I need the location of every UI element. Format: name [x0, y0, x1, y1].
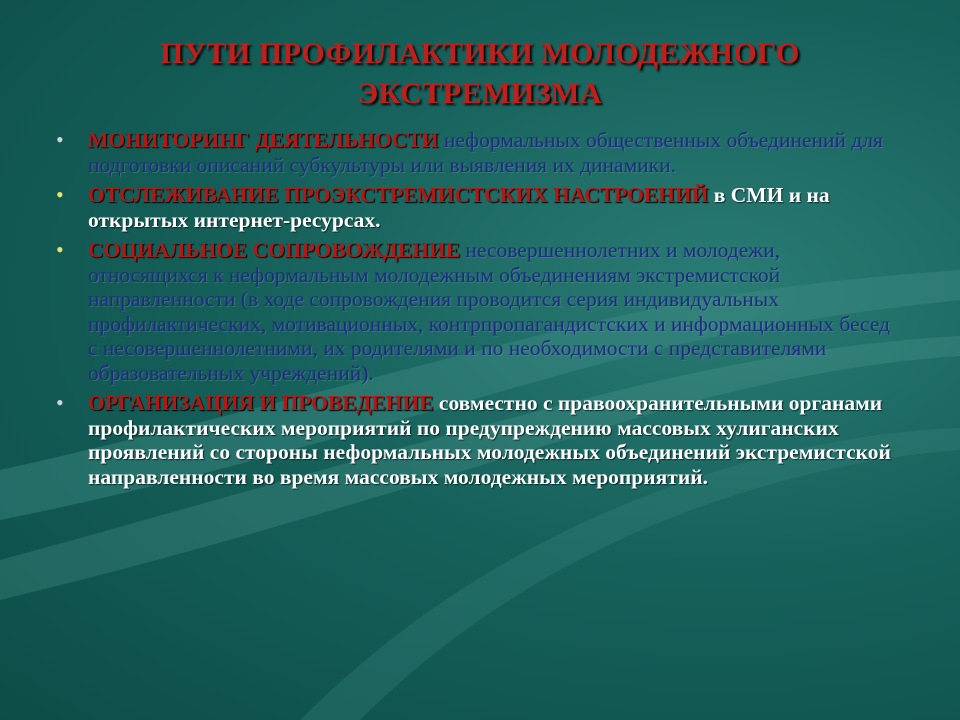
title-line-1: ПУТИ ПРОФИЛАКТИКИ МОЛОДЕЖНОГО — [160, 37, 800, 70]
title-line-2: ЭКСТРЕМИЗМА — [357, 77, 603, 110]
item-heading: ОРГАНИЗАЦИЯ И ПРОВЕДЕНИЕ — [88, 391, 434, 415]
list-item-organization — [52, 391, 902, 489]
item-heading: ОТСЛЕЖИВАНИЕ ПРОЭКСТРЕМИСТСКИХ НАСТРОЕНИЙ — [88, 183, 709, 207]
bullet-icon: • — [56, 237, 64, 262]
slide-title — [60, 34, 900, 114]
list-item-monitoring — [52, 128, 902, 177]
item-text: совместно с правоохранительными органами профилактических мероприятий по предупреждению массовых хулиганских проявлений со стороны неформальных молодежных объединений экстремистской направленности во время массовых молодежных мероприятий. — [88, 391, 891, 489]
bullet-icon: • — [56, 390, 64, 415]
item-text: в СМИ и на открытых интернет-ресурсах. — [88, 183, 830, 232]
list-item-tracking — [52, 183, 902, 232]
item-heading: СОЦИАЛЬНОЕ СОПРОВОЖДЕНИЕ — [88, 238, 461, 262]
item-text: неформальных общественных объединений для подготовки описаний субкультуры или выявления их динамики. — [88, 128, 883, 177]
item-text: несовершеннолетних и молодежи, относящихся к неформальным молодежным объединениям экстремистской направленности (в ходе сопровождения проводится серия индивидуальных профилактических, мотивационных, контрпропагандистских и информационных бесед с несовершеннолетними, их родителями и по необходимости с представителями образовательных учреждений). — [88, 238, 891, 385]
bullet-icon: • — [56, 182, 64, 207]
item-heading: МОНИТОРИНГ ДЕЯТЕЛЬНОСТИ — [88, 128, 439, 152]
list-item-social-support — [52, 238, 902, 385]
bullet-icon: • — [56, 127, 64, 152]
bullet-list — [52, 128, 902, 495]
